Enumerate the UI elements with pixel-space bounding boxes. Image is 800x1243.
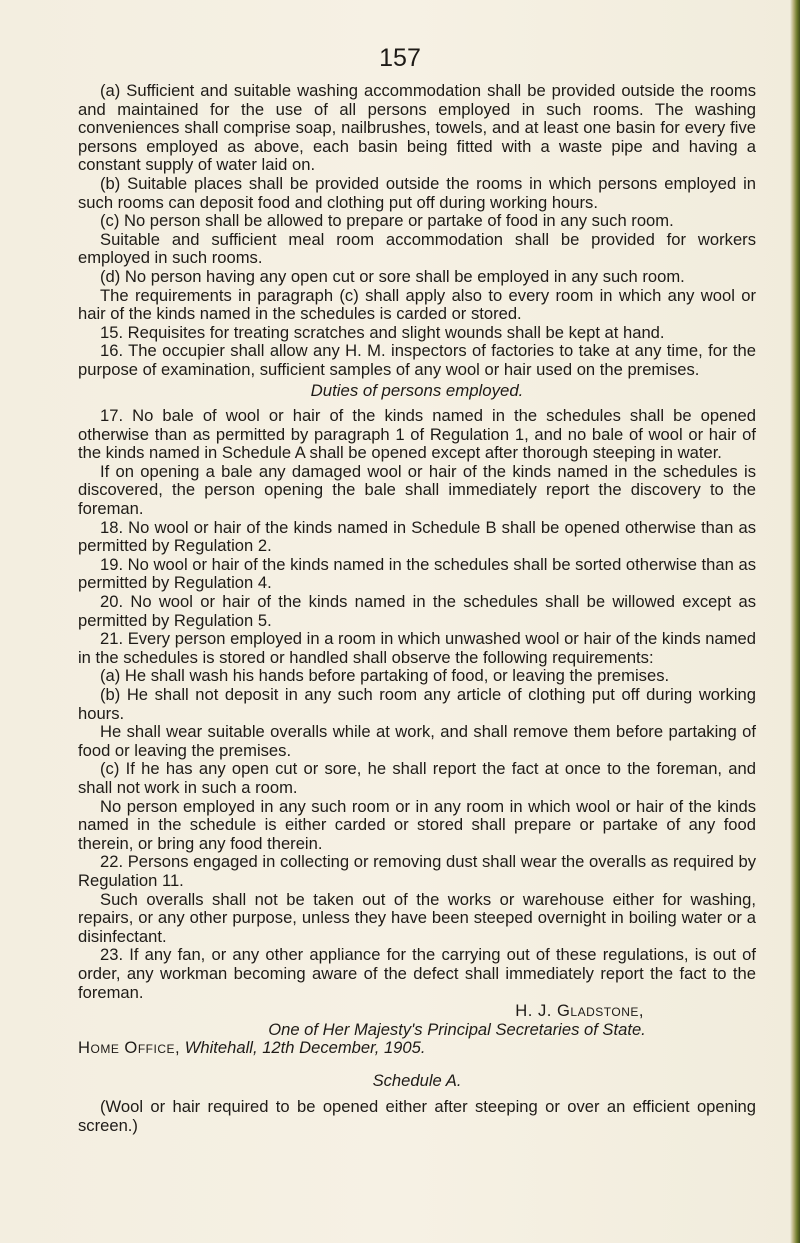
paragraph: (b) Suitable places shall be provided outside the rooms in which persons employed in such rooms can deposit food and clothing put off during working hours. [78, 173, 756, 212]
paragraph: 21. Every person employed in a room in which unwashed wool or hair of the kinds named in the schedules is stored or handled shall observe the following requirements: [78, 629, 756, 667]
paragraph: The requirements in paragraph (c) shall apply also to every room in which any wool or hair of the kinds named in the schedules is carded or stored. [78, 285, 756, 324]
paragraph: 18. No wool or hair of the kinds named in Schedule B shall be opened otherwise than as permitted by Regulation 2. [78, 517, 756, 556]
paragraph: (b) He shall not deposit in any such room any article of clothing put off during working hours. [78, 685, 756, 723]
page-number: 157 [379, 44, 421, 72]
schedule-text: (Wool or hair required to be opened either after steeping or over an efficient opening screen.) [78, 1097, 756, 1136]
paragraph: He shall wear suitable overalls while at work, and shall remove them before partaking of food or leaving the premises. [78, 722, 756, 760]
page-edge-shadow [790, 0, 800, 1243]
body-text [78, 82, 756, 1136]
paragraph: 19. No wool or hair of the kinds named in the schedules shall be sorted otherwise than as permitted by Regulation 4. [78, 554, 756, 593]
paragraph: 17. No bale of wool or hair of the kinds named in the schedules shall be opened otherwise than as permitted by paragraph 1 of Regulation 1, and no bale of wool or hair of the kinds named in Schedule A shall be opened except after thorough steeping in water. [78, 406, 756, 463]
signature-title: One of Her Majesty's Principal Secretaries of State. [268, 1019, 646, 1039]
paragraph: (d) No person having any open cut or sore shall be employed in any such room. [100, 266, 685, 286]
office-name: Home Office, [78, 1038, 181, 1058]
paragraph: (c) No person shall be allowed to prepare or partake of food in any such room. [100, 211, 674, 231]
paragraph: (c) If he has any open cut or sore, he shall report the fact at once to the foreman, and shall not work in such a room. [78, 759, 756, 797]
paragraph: (a) Sufficient and suitable washing accommodation shall be provided outside the rooms and maintained for the use of all persons employed in such rooms. The washing conveniences shall comprise soap, nailbrushes, towels, and at least one basin for every five persons employed as above, each basin being fitted with a waste pipe and having a constant supply of water laid on. [78, 81, 756, 175]
paragraph: Suitable and sufficient meal room accommodation shall be provided for workers employed in such rooms. [78, 229, 756, 268]
paragraph: (a) He shall wash his hands before partaking of food, or leaving the premises. [100, 666, 670, 686]
paragraph: No person employed in any such room or in any room in which wool or hair of the kinds named in the schedule is either carded or stored shall prepare or partake of any food therein, or bring any food therein. [78, 796, 756, 853]
paragraph: 20. No wool or hair of the kinds named in the schedules shall be willowed except as permitted by Regulation 5. [78, 592, 756, 630]
paragraph: 22. Persons engaged in collecting or removing dust shall wear the overalls as required by Regulation 11. [78, 852, 756, 890]
paragraph: 15. Requisites for treating scratches and slight wounds shall be kept at hand. [100, 322, 665, 342]
section-heading-duties: Duties of persons employed. [310, 380, 524, 400]
paragraph: Such overalls shall not be taken out of the works or warehouse either for washing, repairs, or any other purpose, unless they have been steeped overnight in boiling water or a disinfectant. [78, 889, 756, 946]
schedule-heading: Schedule A. [372, 1070, 462, 1090]
signature-name: H. J. Gladstone, [515, 1001, 644, 1021]
place-date: Whitehall, 12th December, 1905. [184, 1038, 426, 1058]
paragraph: 16. The occupier shall allow any H. M. inspectors of factories to take at any time, for the purpose of examination, sufficient samples of any wool or hair used on the premises. [78, 341, 756, 379]
paragraph: If on opening a bale any damaged wool or hair of the kinds named in the schedules is discovered, the person opening the bale shall immediately report the discovery to the foreman. [78, 461, 756, 519]
signature-office [78, 1039, 756, 1058]
paragraph: 23. If any fan, or any other appliance for the carrying out of these regulations, is out of order, any workman becoming aware of the defect shall immediately report the fact to the foreman. [78, 945, 756, 1002]
